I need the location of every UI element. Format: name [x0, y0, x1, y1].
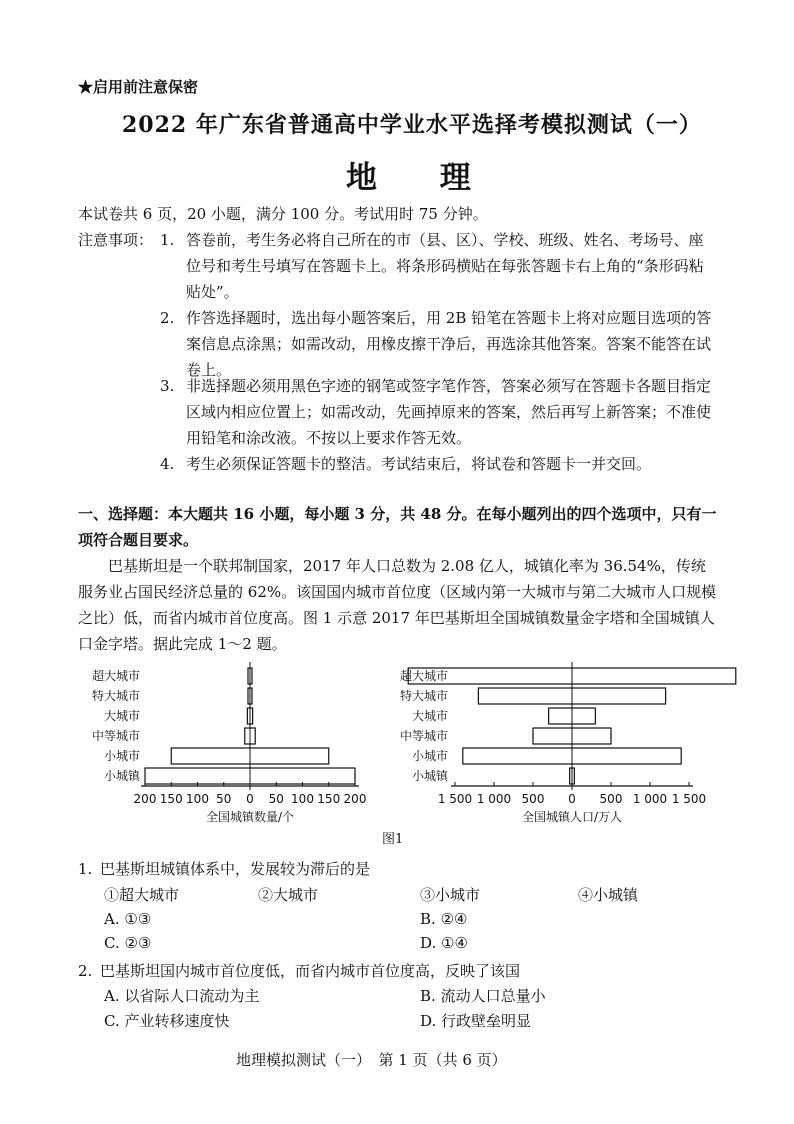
question-1-stem: 巴基斯坦城镇体系中，发展较为滞后的是: [100, 860, 371, 878]
population-chart-category-label: 小城市: [411, 749, 448, 763]
population-chart-category-label: 中等城市: [399, 729, 448, 743]
note-3-number: 3.: [160, 377, 175, 395]
section-heading: 一、选择题：本大题共 16 小题，每小题 3 分，共 48 分。在每小题列出的四个选项中，只有一项符合题目要求。: [78, 505, 717, 549]
question-1-option-c[interactable]: C. ②③: [104, 934, 152, 952]
population-chart-tick-label: 500: [521, 792, 545, 806]
count-chart-tick-label: 50: [268, 792, 284, 806]
population-chart-category-label: 小城镇: [411, 769, 448, 783]
count-chart-tick-label: 0: [246, 792, 254, 806]
note-1-number: 1.: [160, 231, 175, 249]
question-1-item-4: ④小城镇: [578, 886, 639, 904]
question-1-item-3: ③小城市: [420, 886, 481, 904]
count-chart-category-label: 小城镇: [103, 769, 140, 783]
population-chart-tick-label: 1 500: [437, 792, 473, 806]
count-chart-tick-label: 150: [317, 792, 341, 806]
count-chart-category-label: 中等城市: [91, 729, 140, 743]
question-1-option-b[interactable]: B. ②④: [420, 910, 468, 928]
question-1-item-1: ①超大城市: [104, 886, 180, 904]
count-chart-category-label: 大城市: [103, 709, 140, 723]
city-population-pyramid: [400, 662, 736, 824]
question-2-option-c[interactable]: C. 产业转移速度快: [104, 1012, 230, 1030]
note-2-text: 作答选择题时，选出每小题答案后，用 2B 铅笔在答题卡上将对应题目选项的答案信息点涂黑；如需改动，用橡皮擦干净后，再选涂其他答案。答案不能答在试卷上。: [186, 309, 712, 379]
figure-caption: 图1: [382, 832, 404, 847]
count-chart-category-label: 超大城市: [91, 669, 140, 683]
passage-text: 巴基斯坦是一个联邦制国家，2017 年人口总数为 2.08 亿人，城镇化率为 36.54%，传统服务业占国民经济总量的 62%。该国国内城市首位度（区域内第一大城市与第二大城市人口规模之比）低，而省内城市首位度高。图 1 示意 2017 年巴基斯坦全国城镇数量金字塔和全国城镇人口金字塔。据此完成 1～2 题。: [78, 557, 717, 653]
question-2-option-a[interactable]: A. 以省际人口流动为主: [104, 987, 260, 1005]
population-chart-x-axis-title: 全国城镇人口/万人: [521, 810, 623, 824]
population-chart-tick-label: 1 000: [476, 792, 512, 806]
exam-title: 2022 年广东省普通高中学业水平选择考模拟测试（一）: [122, 112, 702, 138]
exam-intro: 本试卷共 6 页，20 小题，满分 100 分。考试用时 75 分钟。: [78, 205, 488, 223]
question-1-option-a[interactable]: A. ①③: [104, 910, 152, 928]
note-4-text: 考生必须保证答题卡的整洁。考试结束后，将试卷和答题卡一并交回。: [186, 455, 652, 473]
subject-title: 地 理: [346, 160, 497, 196]
count-chart-tick-label: 100: [291, 792, 314, 806]
question-1-number: 1.: [78, 860, 93, 878]
confidential-mark: ★启用前注意保密: [78, 78, 199, 96]
population-chart-category-label: 大城市: [411, 709, 448, 723]
population-chart-category-label: 超大城市: [399, 669, 448, 683]
count-chart-category-label: 小城市: [103, 749, 140, 763]
note-2-number: 2.: [160, 309, 175, 327]
note-1-text: 答卷前，考生务必将自己所在的市（县、区）、学校、班级、姓名、考场号、座位号和考生号填写在答题卡上。将条形码横贴在每张答题卡右上角的“条形码粘贴处”。: [186, 231, 704, 301]
population-chart-tick-label: 0: [568, 792, 576, 806]
question-2-number: 2.: [78, 962, 93, 980]
note-3-text: 非选择题必须用黑色字迹的钢笔或签字笔作答，答案必须写在答题卡各题目指定区域内相应位置上；如需改动，先画掉原来的答案，然后再写上新答案；不准使用铅笔和涂改液。不按以上要求作答无效。: [186, 377, 712, 447]
note-4-number: 4.: [160, 455, 175, 473]
count-chart-tick-label: 100: [186, 792, 209, 806]
city-count-pyramid: [92, 662, 366, 824]
count-chart-tick-label: 200: [133, 792, 157, 806]
count-chart-tick-label: 200: [343, 792, 367, 806]
question-2-option-b[interactable]: B. 流动人口总量小: [420, 987, 546, 1005]
figure-1: [0, 658, 794, 828]
count-chart-x-axis-title: 全国城镇数量/个: [205, 810, 295, 824]
count-chart-tick-label: 50: [216, 792, 232, 806]
question-2-option-d[interactable]: D. 行政壁垒明显: [420, 1012, 532, 1030]
count-chart-category-label: 特大城市: [91, 689, 140, 703]
population-chart-tick-label: 500: [599, 792, 623, 806]
population-chart-tick-label: 1 000: [632, 792, 668, 806]
count-chart-tick-label: 150: [159, 792, 183, 806]
question-1-option-d[interactable]: D. ①④: [420, 934, 468, 952]
question-1-item-2: ②大城市: [258, 886, 319, 904]
population-chart-category-label: 特大城市: [399, 689, 448, 703]
question-2-stem: 巴基斯坦国内城市首位度低，而省内城市首位度高，反映了该国: [100, 962, 521, 980]
page-footer: 地理模拟测试（一） 第 1 页（共 6 页）: [236, 1051, 507, 1069]
notes-label: 注意事项：: [78, 231, 154, 249]
population-chart-tick-label: 1 500: [671, 792, 707, 806]
